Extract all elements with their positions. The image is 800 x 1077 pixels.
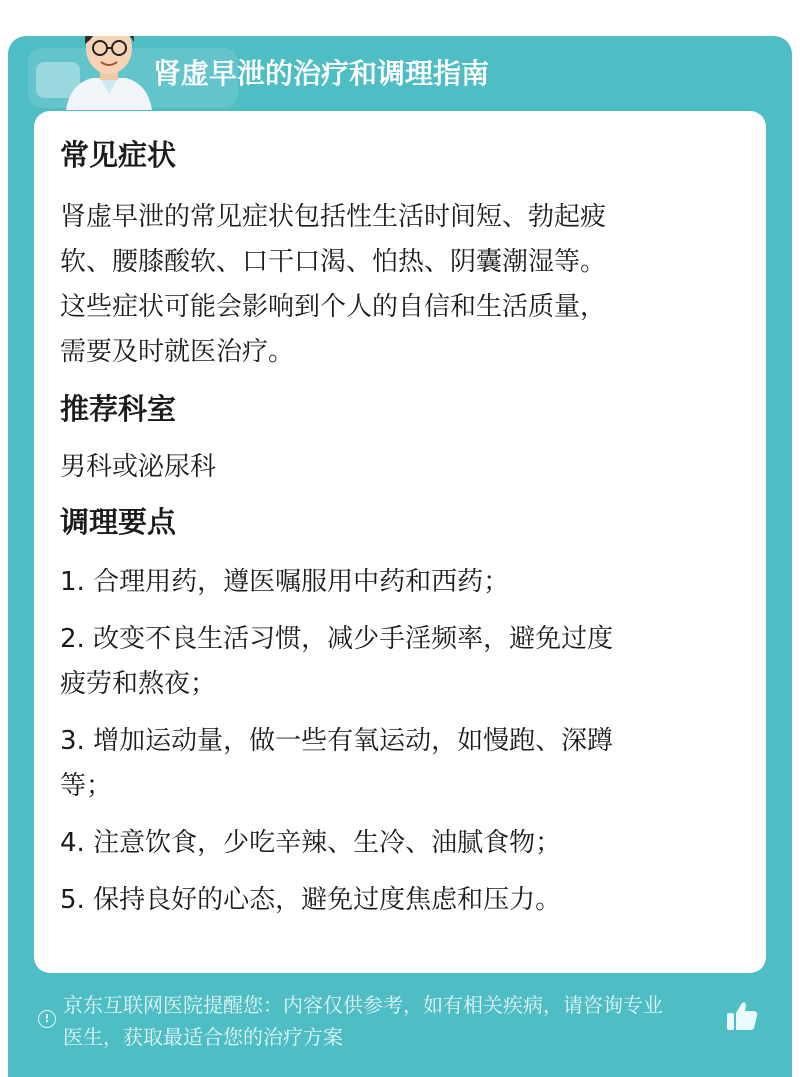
list-item-text: 1. 合理用药，遵医嘱服用中药和西药；: [60, 567, 510, 597]
guide-card: [8, 36, 792, 1077]
department-heading: 推荐科室: [60, 392, 177, 426]
doctor-avatar: [48, 36, 170, 110]
thumbs-up-icon[interactable]: [724, 998, 760, 1034]
list-item-text: 2. 改变不良生活习惯，减少手淫频率，避免过度: [60, 624, 614, 654]
page-title: 肾虚早泄的治疗和调理指南: [153, 57, 490, 90]
text-line: 需要及时就医治疗。: [60, 337, 295, 367]
list-item: [60, 719, 740, 809]
text-line: 这些症状可能会影响到个人的自信和生活质量，: [60, 292, 607, 322]
department-text: 男科或泌尿科: [60, 452, 217, 482]
list-item: [60, 560, 740, 605]
list-item-text: 5. 保持良好的心态，避免过度焦虑和压力。: [60, 885, 562, 915]
info-icon: !: [38, 1010, 56, 1028]
disclaimer-text: [63, 989, 728, 1053]
disclaimer-line: 医生，获取最适合您的治疗方案: [63, 1025, 343, 1049]
list-item: [60, 821, 740, 866]
text-line: 肾虚早泄的常见症状包括性生活时间短、勃起疲: [60, 202, 607, 232]
content-panel: [34, 111, 766, 973]
disclaimer-line: 京东互联网医院提醒您：内容仅供参考，如有相关疾病，请咨询专业: [63, 993, 663, 1017]
list-item: [60, 878, 740, 923]
symptoms-text: [60, 195, 740, 375]
care-heading: 调理要点: [60, 505, 177, 539]
disclaimer-footer: [8, 986, 792, 1076]
text-line: 软、腰膝酸软、口干口渴、怕热、阴囊潮湿等。: [60, 247, 607, 277]
list-item-text: 3. 增加运动量，做一些有氧运动，如慢跑、深蹲: [60, 726, 614, 756]
list-item-text: 4. 注意饮食，少吃辛辣、生冷、油腻食物；: [60, 828, 562, 858]
list-item: [60, 617, 740, 707]
care-list: [60, 560, 740, 923]
list-item-text: 等；: [60, 771, 113, 801]
symptoms-heading: 常见症状: [60, 138, 177, 172]
list-item-text: 疲劳和熬夜；: [60, 669, 217, 699]
